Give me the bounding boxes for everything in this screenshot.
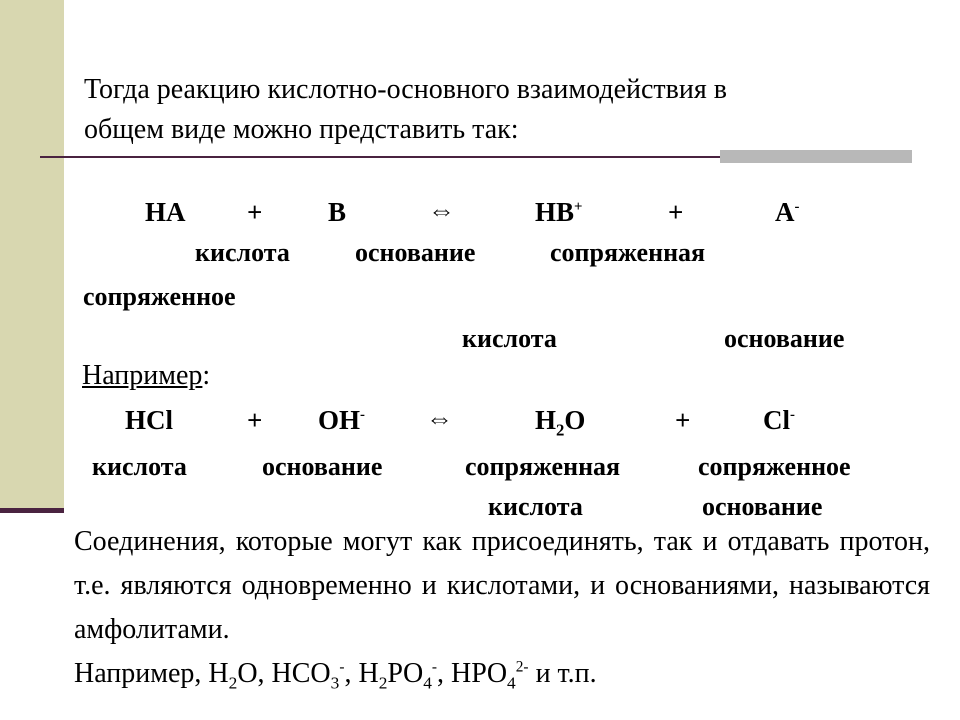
ex-hcl: HCl (125, 405, 174, 435)
ex-label-base-2: основание (702, 492, 823, 521)
label-conjugate-f: сопряженная (550, 238, 706, 267)
eq-hb: HB+ (535, 197, 583, 227)
amphoteric-definition: Соединения, которые могут как присоединять, так и отдавать протон, т.е. являются одновременно и кислотами, и основаниями, называются амфолитами. (74, 526, 930, 645)
eq-a: A- (775, 197, 800, 227)
amphoteric-examples: Например, $H_2O$, $HCO_3^-$, $H_2PO_4^-$, $HPO_4^{2-}$ и т.п. (74, 658, 597, 693)
ex-label-conjugate-f: сопряженная (465, 452, 621, 481)
eq-plus-2: + (668, 197, 684, 227)
equilibrium-arrow-icon: ⇔ (428, 195, 455, 225)
ex-oh: OH- (318, 405, 365, 435)
ex-h2o: $H_2O$ (535, 405, 586, 440)
example-heading: Например: (82, 360, 211, 391)
side-decoration-bar (0, 0, 64, 510)
intro-text (84, 70, 727, 150)
ex-plus-1: + (247, 405, 263, 435)
ex-cl-charge: - (790, 407, 795, 423)
eq-plus-1: + (247, 197, 263, 227)
eq-ha: HA (145, 197, 186, 227)
intro-line-2: общем виде можно представить так: (84, 114, 519, 145)
eq-a-charge: - (794, 199, 800, 215)
label-conjugate-n: сопряженное (83, 282, 236, 311)
ex-cl: Cl- (763, 405, 795, 435)
eq-b: B (328, 197, 347, 227)
label-base: основание (355, 238, 476, 267)
label-acid: кислота (195, 238, 290, 267)
ex-label-acid-2: кислота (488, 492, 583, 521)
label-base-2: основание (724, 324, 845, 353)
ex-label-acid: кислота (92, 452, 187, 481)
ex-label-base: основание (262, 452, 383, 481)
label-acid-2: кислота (462, 324, 557, 353)
title-rule-accent (720, 150, 912, 163)
side-decoration-line (0, 508, 64, 513)
ex-label-conjugate-n: сопряженное (698, 452, 851, 481)
ex-plus-2: + (675, 405, 691, 435)
intro-line-1: Тогда реакцию кислотно-основного взаимодействия в (84, 74, 727, 105)
eq-hb-charge: + (574, 199, 583, 215)
equilibrium-arrow-icon: ⇔ (426, 403, 453, 433)
ex-oh-charge: - (360, 407, 365, 423)
